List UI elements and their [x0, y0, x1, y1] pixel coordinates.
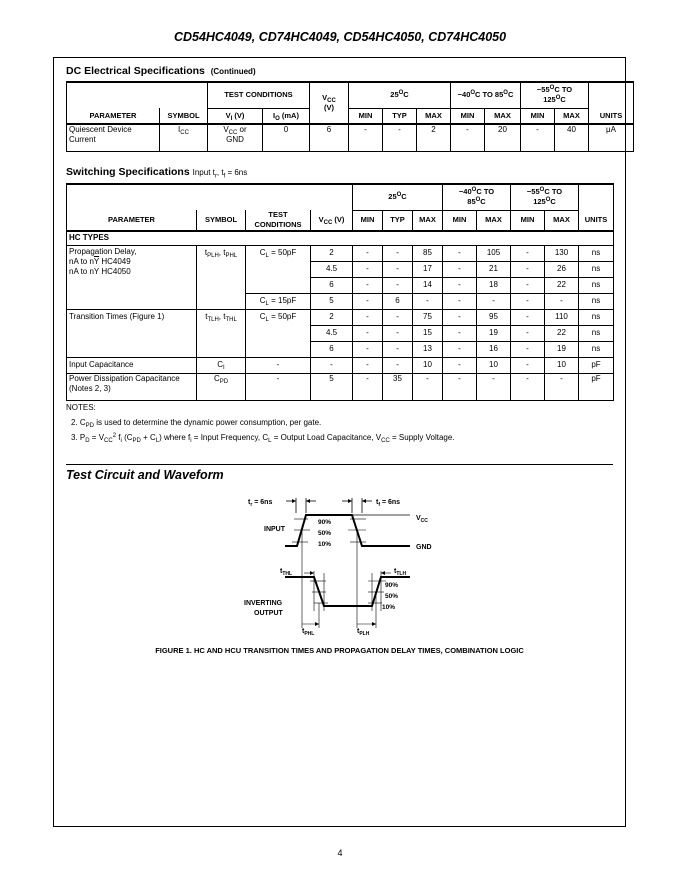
table-row: $C_L = 15pF$ 5 - 6 - - - - - ns [67, 293, 614, 309]
svg-text:VCC: $V_{CC}$ [416, 515, 428, 524]
document-header: CD54HC4049, CD74HC4049, CD54HC4050, CD74HC4050 [173, 30, 507, 44]
svg-text:90%: 90% [318, 519, 332, 526]
svg-text:INVERTING: INVERTING [244, 600, 283, 607]
svg-text:50%: 50% [385, 593, 399, 600]
table-row: 6 - - 13 - 16 - 19 ns [67, 341, 614, 357]
prop-delay-symbol: $t_{PLH}$, $t_{PHL}$ [197, 245, 246, 309]
svg-text:tTHL: $t_{THL}$ [280, 568, 293, 577]
table-row: 4.5 - - 17 - 21 - 26 ns [67, 261, 614, 277]
sw-units-header: UNITS [579, 210, 614, 231]
prop-delay-param: Propagation Delay, nA to $n\overline{Y}$ HC4049 nA to nY HC4050 [67, 245, 197, 309]
dc-125c-header: $-55^OC$ TO $125^OC$ [521, 82, 589, 108]
svg-text:tPHL: $t_{PHL}$ [302, 628, 315, 637]
transition-param: Transition Times (Figure 1) [67, 309, 197, 357]
waveform-diagram [230, 493, 450, 638]
dc-vcc-header: $V_{CC}$ (V) [310, 82, 349, 124]
svg-text:50%: 50% [318, 530, 332, 537]
table-row: Quiescent Device Current $I_{CC}$ $V_{CC}$ or GND 0 6 - - 2 - 20 - 40 μA [67, 124, 634, 151]
svg-text:10%: 10% [382, 604, 396, 611]
dc-symbol-header: SYMBOL [160, 108, 208, 124]
dc-subtitle: (Continued) [210, 67, 256, 76]
sw-85c-header: $-40^OC$ TO $85^OC$ [443, 184, 511, 210]
svg-text:OUTPUT: OUTPUT [254, 610, 283, 617]
dc-vi-header: $V_I$ (V) [208, 108, 263, 124]
dc-vi-cell: $V_{CC}$ or GND [208, 124, 263, 151]
table-row: Power Dissipation Capacitance (Notes 2, 3) $C_{PD}$ - 5 - 35 - - - - - pF [67, 373, 614, 400]
switching-subtitle: Input $t_r$, $t_f = 6ns$ [192, 168, 248, 180]
table-row: Propagation Delay, nA to $n\overline{Y}$ HC4049 nA to nY HC4050 $t_{PLH}$, $t_{PHL}$ $C_L = 50pF$ 2 - - 85 - 105 - 130 ns [67, 245, 614, 261]
table-row: Input Capacitance $C_I$ - - - - 10 - 10 - 10 pF [67, 357, 614, 373]
svg-text:90%: 90% [385, 582, 399, 589]
dc-section-title [66, 65, 256, 77]
test-circuit-title: Test Circuit and Waveform [66, 468, 224, 482]
dc-io-header: $I_O$ (mA) [263, 108, 310, 124]
sw-25c-header: $25^OC$ [353, 184, 443, 210]
switching-section-title [66, 166, 247, 180]
sw-vcc-header: $V_{CC}$ (V) [311, 210, 353, 231]
dc-param-cell: Quiescent Device Current [67, 124, 160, 151]
transition-cl: $C_L = 50pF$ [246, 309, 311, 357]
svg-text:GND: GND [416, 544, 432, 551]
page-number: 4 [337, 848, 343, 858]
section-divider [66, 464, 613, 465]
sw-test-conditions-header: TEST CONDITIONS [246, 210, 311, 231]
table-row: 4.5 - - 15 - 19 - 22 ns [67, 325, 614, 341]
notes-block [66, 400, 455, 445]
dc-25c-header: $25^OC$ [349, 82, 451, 108]
switching-title: Switching Specifications [66, 166, 190, 178]
prop-delay-cl15: $C_L = 15pF$ [246, 293, 311, 309]
note-3: 3. $P_D = V_{CC}^2$ $f_i$ $(C_{PD} + C_L)$ where $f_i$ = Input Frequency, $C_L$ = Output Load Capacitance, $V_{CC}$ = Supply Voltage. [71, 433, 455, 444]
transition-symbol: $t_{TLH}$, $t_{THL}$ [197, 309, 246, 357]
svg-text:tPLH: $t_{PLH}$ [357, 628, 370, 637]
dc-title: DC Electrical Specifications [66, 65, 205, 77]
dc-symbol-cell: $I_{CC}$ [160, 124, 208, 151]
figure-caption: FIGURE 1. HC AND HCU TRANSITION TIMES AND PROPAGATION DELAY TIMES, COMBINATION LOGIC [155, 646, 524, 655]
dc-test-conditions-header: TEST CONDITIONS [208, 82, 310, 108]
dc-parameter-header: PARAMETER [67, 108, 160, 124]
switching-spec-table: $25^OC$ $-40^OC$ TO $85^OC$ $-55^OC$ TO $125^OC$ PARAMETER SYMBOL TEST CONDITIONS $V_{CC}$ (V) MIN TYP MAX MIN MAX MIN MAX UNITS HC TYPES Propagation Delay, nA to $n\overline{Y}$ HC4049 nA to nY HC4050 $t_{PLH}$, $t_{PHL}$ $C_L = 50pF$ 2 - - 85 - 105 - 130 ns 4.5 - - 17 - 21 - 26 ns 6 - - 14 - 18 - 22 ns $C_L = 15pF$ 5 - 6 - - - - - ns Transition Times (Figure 1) $t_{TLH}$, $t_{THL}$ $C_L = 50pF$ 2 - - 75 - 95 - 110 ns 4.5 - - 15 - 19 - 22 ns 6 - - 13 - 16 - 19 ns Input Capacitance $C_I$ - - - - 10 - 10 - 10 pF Power Dissipation Capacitance (Notes 2, 3) $C_{PD}$ - 5 - 35 - - - - - pF [66, 183, 614, 401]
prop-delay-cl50: $C_L = 50pF$ [246, 245, 311, 293]
table-row: 6 - - 14 - 18 - 22 ns [67, 277, 614, 293]
svg-text:tTLH: $t_{TLH}$ [394, 568, 407, 577]
dc-spec-table: TEST CONDITIONS $V_{CC}$ (V) $25^OC$ $-40^OC$ TO $85^OC$ $-55^OC$ TO $125^OC$ PARAMETER SYMBOL $V_I$ (V) $I_O$ (mA) MIN TYP MAX MIN MAX MIN MAX UNITS Quiescent Device Current $I_{CC}$ $V_{CC}$ or GND 0 6 - - 2 - 20 - 40 μA [66, 81, 634, 152]
cpd-param: Power Dissipation Capacitance (Notes 2, 3) [67, 373, 197, 400]
table-row: Transition Times (Figure 1) $t_{TLH}$, $t_{THL}$ $C_L = 50pF$ 2 - - 75 - 95 - 110 ns [67, 309, 614, 325]
sw-parameter-header: PARAMETER [67, 210, 197, 231]
svg-text:INPUT: INPUT [264, 526, 285, 533]
category-row: HC TYPES [67, 231, 614, 245]
dc-85c-header: $-40^OC$ TO $85^OC$ [451, 82, 521, 108]
sw-symbol-header: SYMBOL [197, 210, 246, 231]
note-2: 2. $C_{PD}$ is used to determine the dynamic power consumption, per gate. [71, 418, 322, 429]
dc-units-header: UNITS [589, 108, 634, 124]
svg-text:tr = 6ns: $t_r = 6ns$ [248, 499, 273, 508]
svg-text:tf = 6ns: $t_f = 6ns$ [376, 499, 401, 508]
notes-label: NOTES: [66, 403, 96, 412]
svg-text:10%: 10% [318, 541, 332, 548]
sw-125c-header: $-55^OC$ TO $125^OC$ [511, 184, 579, 210]
